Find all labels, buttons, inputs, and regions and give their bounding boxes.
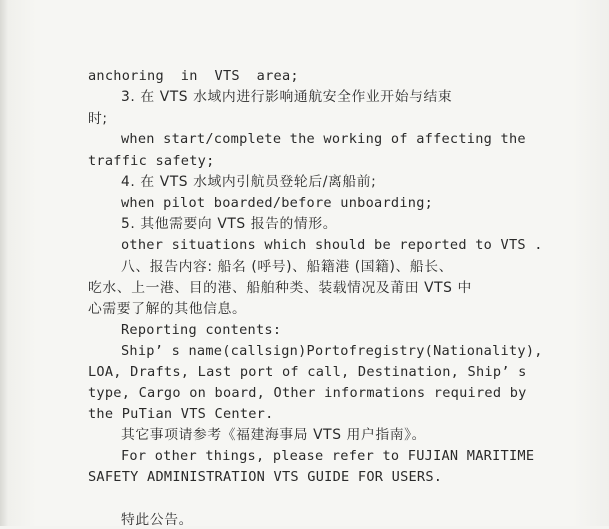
text-line-item4-en: when pilot boarded/before unboarding; xyxy=(121,195,434,211)
text-line-section8-cn-cont2: 心需要了解的其他信息。 xyxy=(88,301,247,317)
text-line-reporting-1: Ship’ s name(callsign)Portofregistry(Nationality), xyxy=(121,343,543,359)
text-line-reporting-4: the PuTian VTS Center. xyxy=(88,406,274,422)
text-line-other-cn: 其它事项请参考《福建海事局 VTS 用户指南》。 xyxy=(121,427,427,443)
text-line-item4-cn: 4. 在 VTS 水域内引航员登轮后/离船前; xyxy=(121,174,377,190)
text-line-item3-en: when start/complete the working of affecting the xyxy=(121,131,526,147)
text-line-announcement: 特此公告。 xyxy=(121,512,193,528)
text-line-anchoring: anchoring in VTS area; xyxy=(88,68,299,84)
text-line-reporting-2: LOA, Drafts, Last port of call, Destination, Ship’ s xyxy=(88,364,527,380)
text-line-other-en-cont: SAFETY ADMINISTRATION VTS GUIDE FOR USERS. xyxy=(88,469,443,485)
text-line-reporting-3: type, Cargo on board, Other informations required by xyxy=(88,385,527,401)
text-line-item5-en: other situations which should be reported to VTS . xyxy=(121,237,543,253)
text-line-item5-cn: 5. 其他需要向 VTS 报告的情形。 xyxy=(121,216,338,232)
text-line-item3-en-cont: traffic safety; xyxy=(88,153,215,169)
text-line-item3-cn: 3. 在 VTS 水域内进行影响通航安全作业开始与结束 xyxy=(121,89,453,105)
text-line-item3-cn-cont: 时; xyxy=(88,111,108,127)
text-line-section8-cn-cont1: 吃水、上一港、目的港、船舶种类、装载情况及莆田 VTS 中 xyxy=(88,280,472,296)
page-edge-shadow xyxy=(0,0,8,526)
text-line-reporting-heading: Reporting contents: xyxy=(121,322,282,338)
text-line-section8-cn: 八、报告内容: 船名 (呼号)、船籍港 (国籍)、船长、 xyxy=(121,259,454,275)
text-line-other-en: For other things, please refer to FUJIAN MARITIME xyxy=(121,448,535,464)
